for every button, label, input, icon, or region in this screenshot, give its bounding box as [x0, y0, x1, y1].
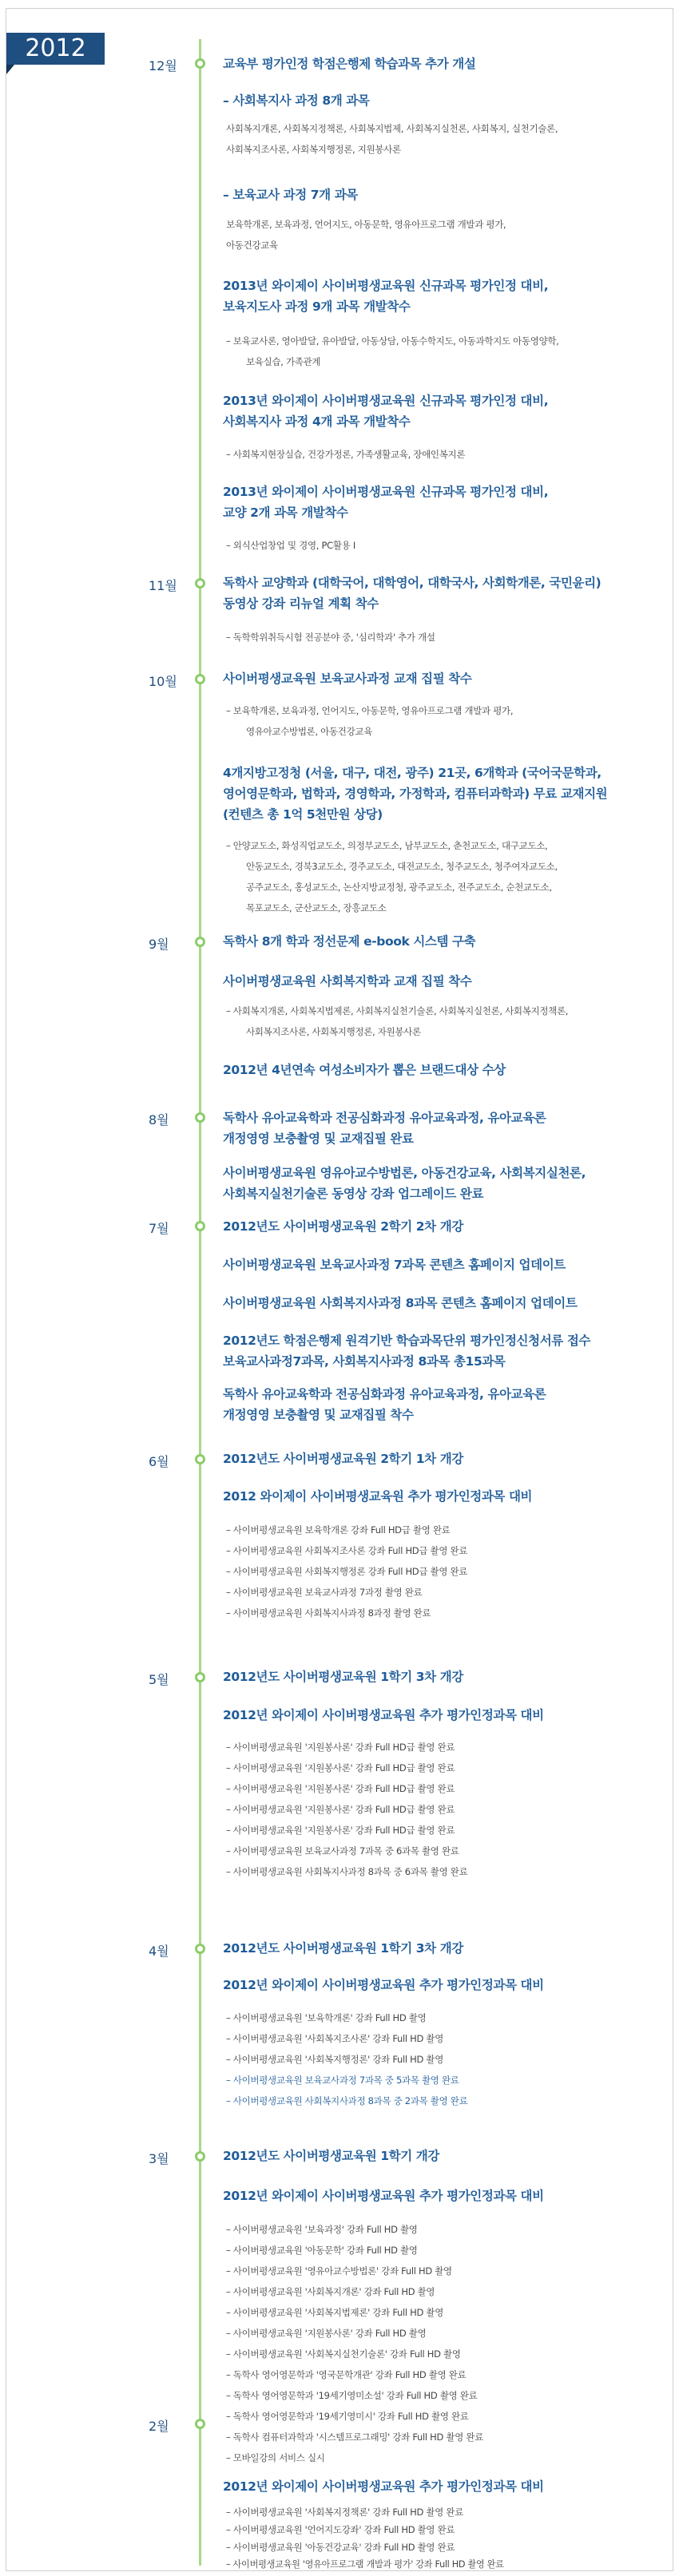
entry-title: 영어영문학과, 법학과, 경영학과, 가정학과, 컴퓨터과학과) 무료 교재지원: [223, 787, 608, 801]
entry-detail: 사회복지조사론, 사회복지행정론, 자원봉사론: [246, 1026, 421, 1037]
timeline-dot: [195, 674, 205, 684]
entry-title: – 보육교사 과정 7개 과목: [223, 188, 358, 202]
timeline-dot: [195, 937, 205, 947]
entry-title: 2012년도 사이버평생교육원 2학기 1차 개강: [223, 1452, 463, 1466]
entry-title: 2013년 와이제이 사이버평생교육원 신규과목 평가인정 대비,: [223, 485, 549, 499]
entry-detail: – 독학사 영어영문학과 '영국문학개관' 강좌 Full HD 촬영 완료: [226, 2369, 467, 2380]
entry-detail: – 사이버평생교육원 '사회복지법제론' 강좌 Full HD 촬영: [226, 2307, 444, 2318]
entry-detail: – 보육학개론, 보육과정, 언어지도, 아동문학, 영유아프로그램 개발과 평가,: [226, 705, 514, 716]
entry-detail: – 사이버평생교육원 '사회복지실천기술론' 강좌 Full HD 촬영: [226, 2348, 461, 2360]
timeline-dot: [195, 578, 205, 589]
entry-title: 사이버평생교육원 보육교사과정 7과목 콘텐츠 홈페이지 업데이트: [223, 1258, 566, 1272]
entry-title: 2012 와이제이 사이버평생교육원 추가 평가인정과목 대비: [223, 1489, 533, 1504]
month-label-nov: 11월: [149, 578, 177, 593]
entry-detail: – 사이버평생교육원 '보육과정' 강좌 Full HD 촬영: [226, 2224, 418, 2235]
entry-detail: – 안양교도소, 화성직업교도소, 의정부교도소, 남부교도소, 춘천교도소, 대구교도소,: [226, 840, 548, 851]
month-label-oct: 10월: [149, 674, 177, 689]
entry-title: 사이버평생교육원 영유아교수방법론, 아동건강교육, 사회복지실천론,: [223, 1166, 586, 1180]
entry-detail: – 사이버평생교육원 '사회복지정책론' 강좌 Full HD 촬영 완료: [226, 2507, 464, 2518]
entry-title: 2013년 와이제이 사이버평생교육원 신규과목 평가인정 대비,: [223, 394, 549, 408]
entry-title: 2012년 와이제이 사이버평생교육원 추가 평가인정과목 대비: [223, 2479, 544, 2494]
entry-detail: – 사이버평생교육원 보육교사과정 7과목 중 6과목 촬영 완료: [226, 1845, 459, 1857]
month-label-jul: 7월: [149, 1221, 169, 1236]
entry-title: 2013년 와이제이 사이버평생교육원 신규과목 평가인정 대비,: [223, 279, 549, 293]
entry-detail: 목포교도소, 군산교도소, 장흥교도소: [246, 902, 387, 913]
entry-detail: – 사이버평생교육원 보육학개론 강좌 Full HD급 촬영 완료: [226, 1524, 451, 1536]
timeline-dot: [195, 58, 205, 69]
entry-detail: 공주교도소, 홍성교도소, 논산지방교정청, 광주교도소, 전주교도소, 순천교도소,: [246, 882, 552, 893]
entry-detail: 아동건강교육: [226, 240, 278, 251]
year-tab: 2012: [6, 33, 105, 65]
entry-title: 독학사 유아교육학과 전공심화과정 유아교육과정, 유아교육론: [223, 1387, 546, 1401]
month-label-may: 5월: [149, 1672, 169, 1687]
month-label-sep: 9월: [149, 937, 169, 952]
entry-title: 사회복지사 과정 4개 과목 개발착수: [223, 414, 411, 429]
timeline-dot: [195, 1221, 205, 1231]
month-label-jun: 6월: [149, 1454, 169, 1469]
entry-title: 독학사 8개 학과 정선문제 e-book 시스템 구축: [223, 934, 476, 949]
entry-detail: – 사이버평생교육원 '영유아프로그램 개발과 평가' 강좌 Full HD 촬영 완료: [226, 2559, 504, 2570]
entry-detail: – 사회복지현장실습, 건강가정론, 가족생활교육, 장애인복지론: [226, 449, 466, 460]
entry-detail: – 사이버평생교육원 '사회복지개론' 강좌 Full HD 촬영: [226, 2286, 435, 2297]
entry-title: 동영상 강좌 리뉴얼 계획 착수: [223, 596, 379, 611]
entry-detail: – 사이버평생교육원 보육교사과정 7과정 촬영 완료: [226, 1587, 423, 1598]
timeline-panel: [6, 8, 673, 2571]
entry-detail: – 보육교사론, 영아발달, 유아발달, 아동상담, 아동수학지도, 아동과학지도 아동영양학,: [226, 335, 559, 347]
timeline-dot: [195, 2419, 205, 2429]
entry-title: 2012년 4년연속 여성소비자가 뽑은 브랜드대상 수상: [223, 1063, 506, 1077]
entry-title: 2012년도 사이버평생교육원 1학기 3차 개강: [223, 1670, 463, 1684]
month-label-dec: 12월: [149, 58, 177, 73]
entry-detail: – 사이버평생교육원 '지원봉사론' 강좌 Full HD급 촬영 완료: [226, 1804, 455, 1815]
entry-title: (컨텐츠 총 1억 5천만원 상당): [223, 807, 383, 822]
entry-detail: – 사이버평생교육원 '지원봉사론' 강좌 Full HD급 촬영 완료: [226, 1762, 455, 1773]
entry-detail: – 사이버평생교육원 사회복지조사론 강좌 Full HD급 촬영 완료: [226, 1545, 468, 1556]
timeline-dot: [195, 1672, 205, 1682]
entry-title: 2012년 와이제이 사이버평생교육원 추가 평가인정과목 대비: [223, 1978, 544, 1992]
entry-title: 독학사 교양학과 (대학국어, 대학영어, 대학국사, 사회학개론, 국민윤리): [223, 576, 602, 590]
entry-title: 교양 2개 과목 개발착수: [223, 505, 348, 520]
entry-detail: – 사이버평생교육원 사회복지행정론 강좌 Full HD급 촬영 완료: [226, 1566, 468, 1577]
entry-detail: – 사이버평생교육원 '언어지도강좌' 강좌 Full HD 촬영 완료: [226, 2524, 455, 2535]
entry-detail: 영유아교수방법론, 아동건강교육: [246, 726, 373, 737]
entry-title: 2012년도 학점은행제 원격기반 학습과목단위 평가인정신청서류 접수: [223, 1334, 590, 1348]
entry-title: 사이버평생교육원 사회복지학과 교재 집필 착수: [223, 974, 472, 989]
entry-detail: – 사이버평생교육원 '사회복지행정론' 강좌 Full HD 촬영: [226, 2054, 444, 2065]
entry-detail: – 독학사 영어영문학과 '19세기영미시' 강좌 Full HD 촬영 완료: [226, 2411, 469, 2422]
month-label-mar: 3월: [149, 2151, 169, 2166]
entry-detail: – 사이버평생교육원 '사회복지조사론' 강좌 Full HD 촬영: [226, 2033, 444, 2044]
entry-title: 사회복지실천기술론 동영상 강좌 업그레이드 완료: [223, 1187, 484, 1201]
entry-detail: – 외식산업창업 및 경영, PC활용 I: [226, 540, 355, 551]
entry-detail: 안동교도소, 경북3교도소, 경주교도소, 대전교도소, 청주교도소, 청주여자교도소,: [246, 861, 558, 872]
entry-title: 개정영영 보충촬영 및 교재집필 착수: [223, 1408, 414, 1422]
timeline-dot: [195, 1944, 205, 1954]
entry-detail: 사회복지조사론, 사회복지행정론, 지원봉사론: [226, 144, 401, 155]
entry-title: 4개지방고정청 (서울, 대구, 대전, 광주) 21곳, 6개학과 (국어국문학과,: [223, 766, 602, 780]
entry-detail: – 사이버평생교육원 '지원봉사론' 강좌 Full HD급 촬영 완료: [226, 1825, 455, 1836]
entry-title: 2012년 와이제이 사이버평생교육원 추가 평가인정과목 대비: [223, 1708, 544, 1722]
entry-title: 2012년도 사이버평생교육원 1학기 개강: [223, 2149, 439, 2163]
entry-detail: – 사이버평생교육원 보육교사과정 7과목 중 5과목 촬영 완료: [226, 2075, 459, 2086]
entry-title: 교육부 평가인정 학점은행제 학습과목 추가 개설: [223, 57, 476, 71]
entry-detail: – 사이버평생교육원 '지원봉사론' 강좌 Full HD급 촬영 완료: [226, 1742, 455, 1753]
entry-title: 사이버평생교육원 사회복지사과정 8과목 콘텐츠 홈페이지 업데이트: [223, 1296, 578, 1310]
entry-detail: – 독학사 영어영문학과 '19세기영미소설' 강좌 Full HD 촬영 완료: [226, 2390, 478, 2401]
entry-detail: – 사이버평생교육원 '아동건강교육' 강좌 Full HD 촬영 완료: [226, 2542, 455, 2553]
entry-detail: – 사이버평생교육원 '보육학개론' 강좌 Full HD 촬영: [226, 2012, 427, 2023]
entry-detail: – 모바일강의 서비스 실시: [226, 2452, 325, 2463]
entry-detail: – 사이버평생교육원 '지원봉사론' 강좌 Full HD 촬영: [226, 2328, 427, 2339]
entry-detail: – 사이버평생교육원 사회복지사과정 8과목 중 6과목 촬영 완료: [226, 1866, 468, 1877]
month-label-apr: 4월: [149, 1944, 169, 1959]
entry-detail: – 독학학위취득시험 전공분야 중, '심리학과' 추가 개설: [226, 632, 435, 643]
timeline-dot: [195, 1454, 205, 1464]
timeline-dot: [195, 2151, 205, 2162]
month-label-feb: 2월: [149, 2419, 169, 2434]
entry-title: 개정영영 보충촬영 및 교재집필 완료: [223, 1131, 414, 1146]
entry-title: 독학사 유아교육학과 전공심화과정 유아교육과정, 유아교육론: [223, 1111, 546, 1125]
entry-detail: – 사회복지개론, 사회복지법제론, 사회복지실천기술론, 사회복지실천론, 사회복지정책론,: [226, 1005, 569, 1017]
entry-detail: – 사이버평생교육원 사회복지사과정 8과목 중 2과목 촬영 완료: [226, 2095, 468, 2106]
entry-detail: – 사이버평생교육원 사회복지사과정 8과정 촬영 완료: [226, 1607, 431, 1619]
entry-detail: 보육실습, 가족관계: [246, 356, 321, 367]
entry-title: 2012년도 사이버평생교육원 1학기 3차 개강: [223, 1941, 463, 1956]
month-label-aug: 8월: [149, 1112, 169, 1127]
entry-title: 2012년도 사이버평생교육원 2학기 2차 개강: [223, 1219, 463, 1234]
entry-title: 사이버평생교육원 보육교사과정 교재 집필 착수: [223, 672, 472, 686]
timeline-dot: [195, 1112, 205, 1123]
entry-detail: – 사이버평생교육원 '아동문학' 강좌 Full HD 촬영: [226, 2245, 418, 2256]
entry-detail: 사회복지개론, 사회복지정책론, 사회복지법제, 사회복지실천론, 사회복지, 실천기술론,: [226, 123, 558, 134]
entry-detail: – 사이버평생교육원 '영유아교수방법론' 강좌 Full HD 촬영: [226, 2265, 452, 2277]
entry-title: 2012년 와이제이 사이버평생교육원 추가 평가인정과목 대비: [223, 2189, 544, 2203]
entry-detail: – 사이버평생교육원 '지원봉사론' 강좌 Full HD급 촬영 완료: [226, 1783, 455, 1794]
entry-title: – 사회복지사 과정 8개 과목: [223, 93, 370, 108]
timeline-line: [199, 39, 201, 2566]
entry-detail: 보육학개론, 보육과정, 언어지도, 아동문학, 영유아프로그램 개발과 평가,: [226, 219, 506, 230]
entry-detail: – 독학사 컴퓨터과학과 '시스템프로그래밍' 강좌 Full HD 촬영 완료: [226, 2431, 483, 2443]
entry-title: 보육지도사 과정 9개 과목 개발착수: [223, 299, 411, 314]
entry-title: 보육교사과정7과목, 사회복지사과정 8과목 총15과목: [223, 1354, 506, 1369]
